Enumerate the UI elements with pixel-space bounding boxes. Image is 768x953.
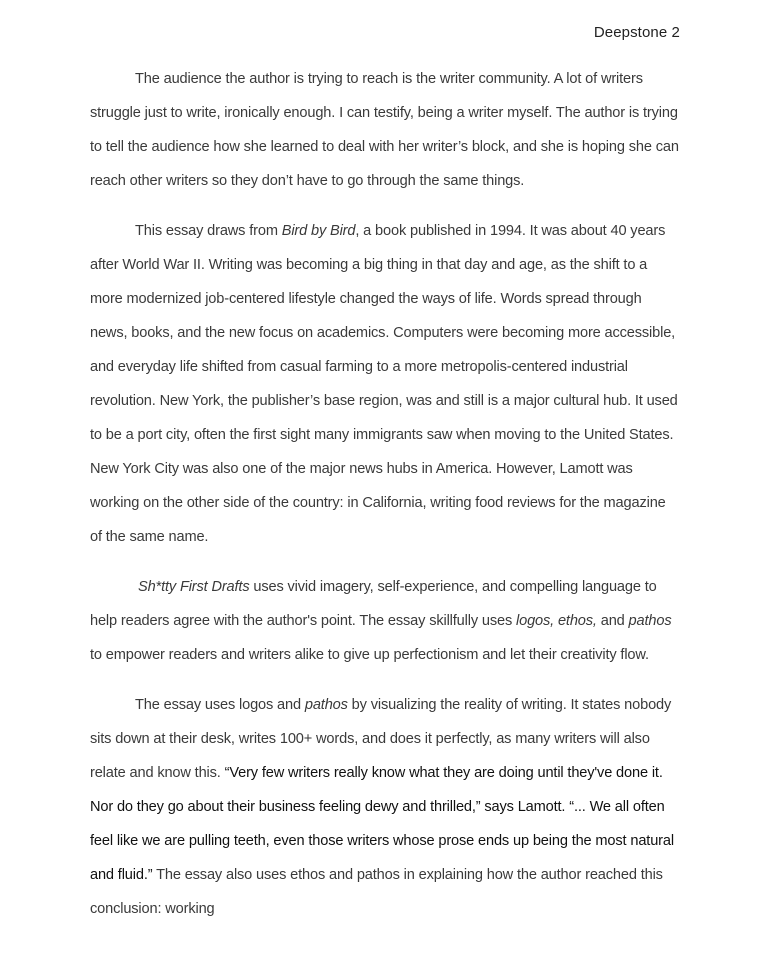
lamott-quote: “Very few writers really know what they are doing until they've done it. Nor do they go about their business feeling dewy and thrilled,” says Lamott. “... We all often feel like we are pulling teeth, even those writers whose prose ends up being the most natural and fluid.” bbox=[90, 765, 674, 883]
essay-body bbox=[90, 62, 680, 942]
paragraph-thesis-text-b: and bbox=[596, 613, 629, 629]
pathos-term: pathos bbox=[628, 613, 672, 629]
paragraph-context bbox=[90, 214, 680, 554]
essay-title: Sh*tty First Drafts bbox=[138, 579, 250, 595]
paragraph-context-text-b: , a book published in 1994. It was about 40 years after World War II. Writing was becoming a big thing in that day and age, as the shift to a more modernized job-centered lifestyle changed the ways of life. Words spread through news, books, and the new focus on academics. Computers were becoming more accessible, and everyday life shifted from casual farming to a more metropolis-centered industrial revolution. New York, the publisher’s base region, was and still is a major cultural hub. It used to be a port city, often the first sight many immigrants saw when moving to the United States. New York City was also one of the major news hubs in America. However, Lamott was working on the other side of the country: in California, writing food reviews for the magazine of the same name. bbox=[90, 223, 678, 545]
paragraph-audience: The audience the author is trying to reach is the writer community. A lot of writers struggle just to write, ironically enough. I can testify, being a writer myself. The author is trying to tell the audience how she learned to deal with her writer’s block, and she is hoping she can reach other writers so they don’t have to go through the same things. bbox=[90, 71, 679, 189]
paragraph-analysis-text-c: The essay also uses ethos and pathos in explaining how the author reached this conclusion: working bbox=[90, 867, 663, 917]
paragraph-analysis bbox=[90, 688, 680, 926]
paragraph-analysis-text-b: by visualizing the reality of writing. It states nobody sits down at their desk, writes 100+ words, and does it perfectly, as many writers will also relate and know this. bbox=[90, 697, 672, 781]
rhetoric-terms: logos, ethos, bbox=[516, 613, 597, 629]
pathos-term-2: pathos bbox=[304, 697, 348, 713]
paragraph-thesis-text-c: to empower readers and writers alike to give up perfectionism and let their creativity flow. bbox=[90, 647, 649, 663]
paragraph-thesis bbox=[90, 570, 680, 672]
book-title: Bird by Bird bbox=[281, 223, 356, 239]
running-head: Deepstone 2 bbox=[593, 24, 680, 41]
paragraph-analysis-text-a: The essay uses logos and bbox=[135, 697, 305, 713]
paragraph-thesis-text-a: uses vivid imagery, self-experience, and compelling language to help readers agree with the author's point. The essay skillfully uses bbox=[90, 579, 657, 629]
paragraph-context-text-a: This essay draws from bbox=[135, 223, 282, 239]
